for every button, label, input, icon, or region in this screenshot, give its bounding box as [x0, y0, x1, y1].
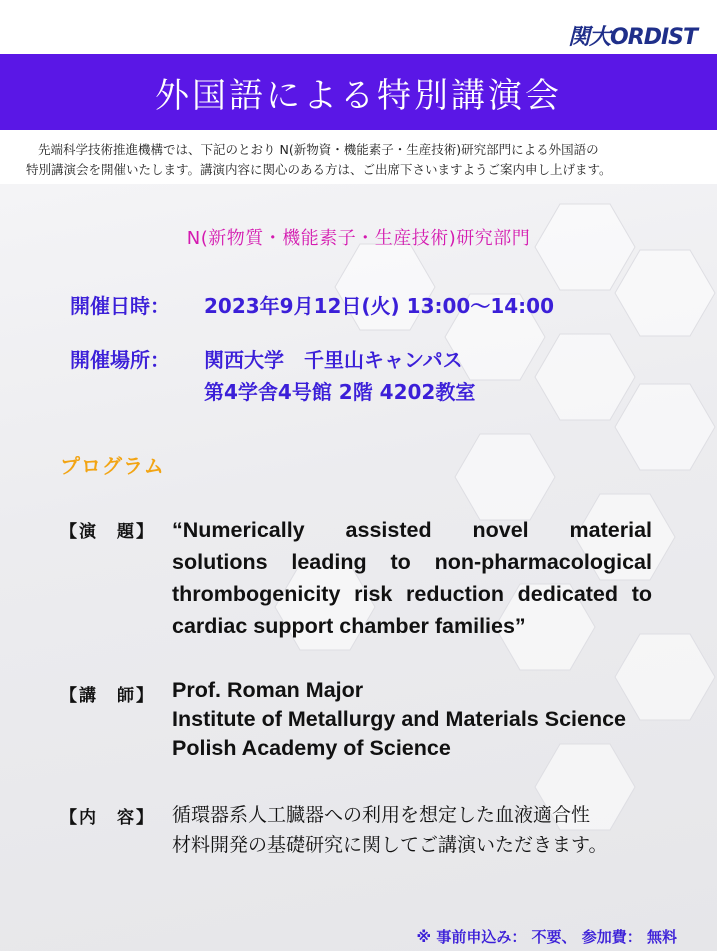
speaker-label: 【講 師】 [60, 686, 155, 706]
speaker-info [172, 676, 672, 763]
content-description [172, 800, 652, 860]
talk-title-line: cardiac support chamber families” [172, 614, 526, 638]
place-value-line-1: 関西大学 千里山キャンパス [204, 348, 463, 372]
place-row [70, 344, 463, 373]
talk-title-line: solutions leading to non-pharmacological [172, 550, 652, 574]
place-row-2 [70, 376, 475, 405]
place-value-line-2: 第4学舎4号館 2階 4202教室 [204, 380, 476, 404]
content-label: 【内 容】 [60, 808, 155, 828]
date-row [70, 290, 554, 319]
footer-note: ※ 事前申込み： 不要、 参加費： 無料 [416, 928, 677, 946]
page-title: 外国語による特別講演会 [155, 75, 562, 116]
talk-title [172, 514, 652, 642]
intro-text [26, 140, 698, 180]
intro-line-1: 先端科学技術推進機構では、下記のとおり N(新物資・機能素子・生産技術)研究部門による外国語の [38, 142, 599, 157]
ordist-logo: 関大ORDIST [568, 25, 697, 50]
speaker-academy: Polish Academy of Science [172, 736, 451, 760]
date-label: 開催日時： [70, 294, 170, 318]
content-line: 材料開発の基礎研究に関してご講演いただきます。 [172, 834, 608, 856]
content-line: 循環器系人工臓器への利用を想定した血液適合性 [172, 804, 591, 826]
title-banner [0, 54, 717, 130]
talk-title-label: 【演 題】 [60, 522, 155, 542]
talk-title-line: “Numerically assisted novel material [172, 518, 652, 542]
date-value: 2023年9月12日(火) 13:00～14:00 [204, 294, 554, 318]
speaker-institute: Institute of Metallurgy and Materials Science [172, 707, 626, 731]
department-name: N(新物質・機能素子・生産技術)研究部門 [186, 228, 531, 249]
speaker-name: Prof. Roman Major [172, 678, 364, 702]
place-label: 開催場所： [70, 348, 170, 372]
program-heading: プログラム [60, 454, 165, 478]
talk-title-line: thrombogenicity risk reduction dedicated to [172, 582, 652, 606]
intro-line-2: 特別講演会を開催いたします。講演内容に関心のある方は、ご出席下さいますようご案内申し上げます。 [26, 162, 612, 177]
